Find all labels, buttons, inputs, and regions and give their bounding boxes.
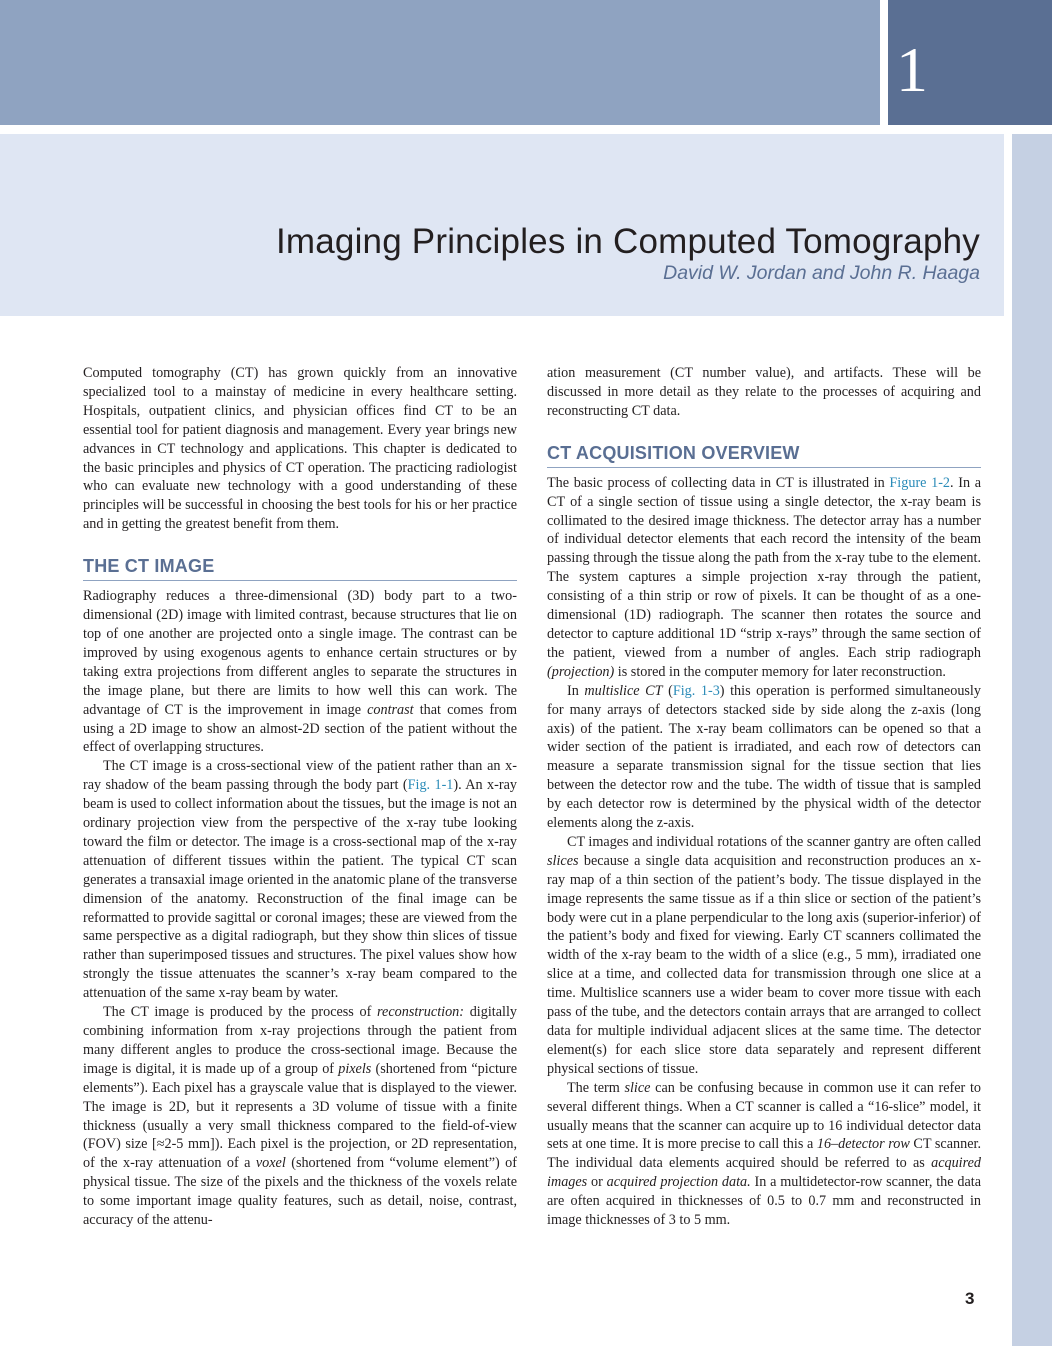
figure-link-1-3[interactable]: Fig. 1-3: [672, 682, 720, 699]
paragraph: The basic process of collecting data in CT is illustrated in Figure 1-2. In a CT of a single section of tissue using a single detector, the x-ray beam is collimated to the desired image thickness. The detector array has a number of individual detector elements that each record the intensity of the beam passing through the tissue along the path from the x-ray tube to the element. The system captures a simple projection x-ray through the patient, consisting of a thin strip or row of pixels. It can be thought of as a one-dimensional (1D) radiograph. The scanner then rotates the source and detector to capture additional 1D “strip x-rays” through the same section of the patient, viewed from a number of angles. Each strip radiograph (projection) is stored in the computer memory for later reconstruction.: [547, 474, 981, 680]
emphasis-text: multislice CT: [584, 682, 663, 699]
emphasis-text: acquired images: [547, 1155, 981, 1191]
chapter-title: Imaging Principles in Computed Tomography: [275, 222, 980, 262]
paragraph: The term slice can be confusing because in common use it can refer to several different things. When a CT scanner is called a “16-slice” model, it usually means that the scanner can acquire up to 16 individual detector data sets at one time. It is more precise to call this a 16–detector row CT scanner. The individual data elements acquired should be referred to as acquired images or acquired projection data. In a multidetector-row scanner, the data are often acquired in thicknesses of 0.5 to 0.7 mm and reconstructed in image thicknesses of 3 to 5 mm.: [547, 1079, 981, 1229]
figure-link-1-1[interactable]: Fig. 1-1: [407, 777, 454, 794]
emphasis-text: contrast: [367, 701, 414, 718]
intro-paragraph: Computed tomography (CT) has grown quickly from an innovative specialized tool to a mainstay of medicine in every healthcare setting. Hospitals, outpatient clinics, and physician offices find CT to be an essential tool for patient diagnosis and management. Every year brings new advances in CT technology and applications. This chapter is dedicated to the basic principles and physics of CT operation. The practicing radiologist who can evaluate new technology with a good understanding of these principles will be successful in choosing the best tools for his or her practice and in getting the greatest benefit from them.: [83, 365, 517, 533]
emphasis-text: slices: [547, 852, 579, 869]
section-heading-ct-image: THE CT IMAGE: [83, 556, 517, 581]
left-column: [83, 364, 517, 1230]
header-top-band: [0, 0, 880, 125]
emphasis-text: acquired projection data.: [606, 1174, 751, 1191]
emphasis-text: voxel: [255, 1155, 286, 1172]
section-heading-ct-acquisition: CT ACQUISITION OVERVIEW: [547, 443, 981, 468]
emphasis-text: pixels: [338, 1060, 372, 1077]
paragraph: Radiography reduces a three-dimensional (3D) body part to a two-dimensional (2D) image with limited contrast, because structures that lie on top of one another are projected onto a single image. The contrast can be improved by using exogenous agents to enhance certain structures or by taking extra projections from different angles to separate the structures in the image plane, but there are limits to how well this can work. The advantage of CT is the improvement in image contrast that comes from using a 2D image to show an almost-2D section of the patient without the effect of overlapping structures.: [83, 588, 517, 756]
continuation-paragraph: ation measurement (CT number value), and artifacts. These will be discussed in more detail as they relate to the processes of acquiring and reconstructing CT data.: [547, 365, 981, 419]
paragraph: The CT image is produced by the process of reconstruction: digitally combining information from x-ray projections through the patient from many different angles to produce the cross-sectional image. Because the image is digital, it is made up of a group of pixels (shortened from “picture elements”). Each pixel has a grayscale value that is displayed to the viewer. The image is 2D, but it represents a 3D volume of tissue with a finite thickness (usually a very small thickness compared to the field-of-view (FOV) size [≈2-5 mm]). Each pixel is the projection, or 2D representation, of the x-ray attenuation of a voxel (shortened from “volume element”) of physical tissue. The size of the pixels and the thickness of the voxels relate to some important image quality features, such as detail, noise, contrast, accuracy of the attenu-: [83, 1004, 518, 1229]
page-number: 3: [965, 1289, 975, 1308]
paragraph: The CT image is a cross-sectional view of the patient rather than an x-ray shadow of the beam passing through the body part (Fig. 1-1). An x-ray beam is used to collect information about the tissues, but the image is not an ordinary projection view from the perspective of the x-ray tube looking toward the film or detector. The image is a cross-sectional map of the x-ray attenuation of different tissues within the patient. The typical CT scan generates a transaxial image oriented in the anatomic plane of the transverse dimension of the anatomy. Reconstruction of the final image can be reformatted to provide sagittal or coronal images; these are viewed from the same perspective as a digital radiograph, but they show thin slices of tissue rather than superimposed tissues and structures. The pixel values show how strongly the tissue attenuates the scanner’s x-ray beam compared to the attenuation of the same x-ray beam by water.: [83, 758, 517, 1002]
side-strip: [1012, 134, 1052, 1346]
figure-link-1-2[interactable]: Figure 1-2: [889, 474, 951, 491]
emphasis-text: 16–detector row: [816, 1136, 910, 1153]
emphasis-text: reconstruction:: [377, 1004, 464, 1021]
chapter-authors: David W. Jordan and John R. Haaga: [663, 262, 980, 284]
paragraph: CT images and individual rotations of the scanner gantry are often called slices because a single data acquisition and reconstruction produces an x-ray map of a thin section of the patient’s body. The tissue displayed in the image represents the same tissue as if a thin slice or section of the patient’s body were cut in a plane perpendicular to the long axis (superior-inferior) of the patient’s body and fixed for viewing. Early CT scanners collimated the width of the x-ray beam to the width of a slice (e.g., 5 mm), irradiated one slice at a time, and collected data for transmission through one slice at a time. Multislice scanners use a wider beam to cover more tissue with each pass of the tube, and the detectors contain arrays that are arranged to collect data for multiple individual adjacent slices at the same time. The detector element(s) for each slice store data separately and represent different physical sections of tissue.: [547, 833, 981, 1077]
paragraph: In multislice CT (Fig. 1-3) this operation is performed simultaneously for many arrays of detectors stacked side by side along the z-axis (long axis) of the patient. The x-ray beam collimators can be opened so that a wider section of the patient is irradiated, and each row of detectors can measure a separate transmission signal for the tissue section that lies between the detector row and the tube. The width of tissue that is sampled by each detector row is determined by the physical width of the detector elements along the z-axis.: [547, 682, 981, 832]
chapter-number: 1: [896, 34, 928, 105]
right-column: [547, 364, 981, 1230]
emphasis-text: slice: [624, 1079, 651, 1096]
emphasis-text: (projection): [547, 663, 615, 680]
